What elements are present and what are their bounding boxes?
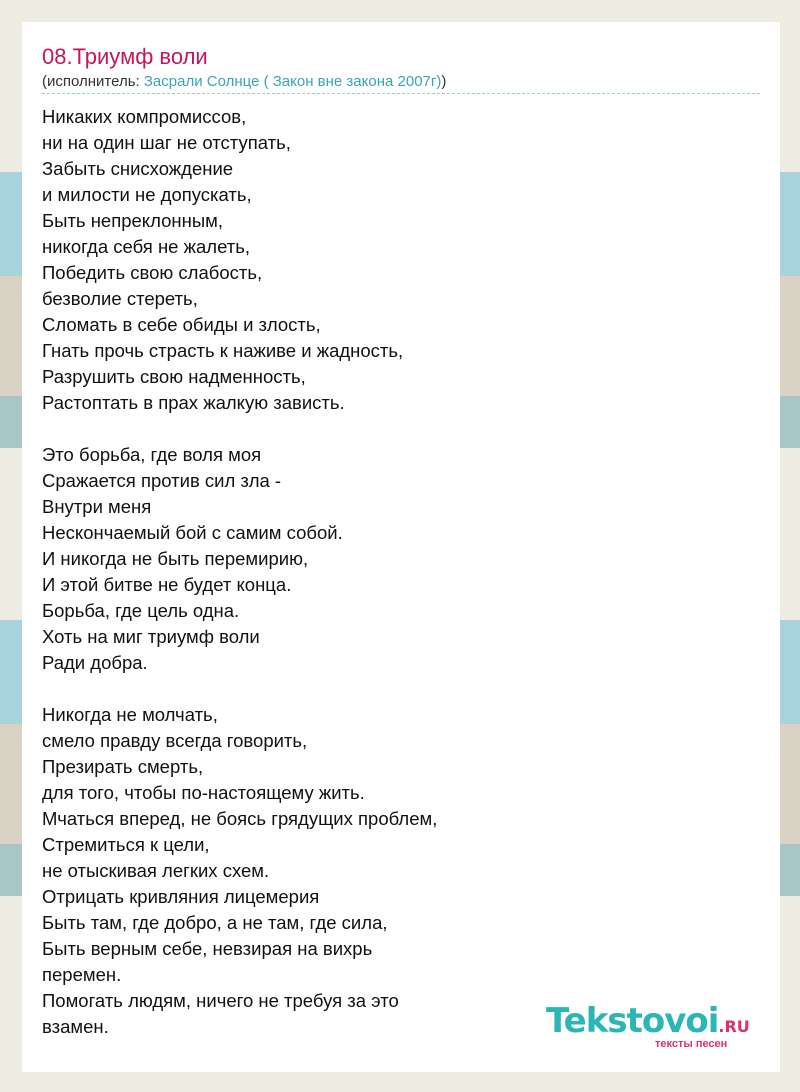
lyrics-text — [42, 104, 437, 1040]
stanza-break — [42, 676, 437, 702]
lyric-line: Внутри меня — [42, 496, 152, 517]
song-title: 08.Триумф воли — [42, 44, 208, 69]
logo-tld: .RU — [718, 1017, 750, 1036]
lyric-line: Отрицать кривляния лицемерия — [42, 886, 320, 907]
lyric-line: Никаких компромиссов, — [42, 106, 247, 127]
artist-line — [42, 73, 760, 94]
lyric-line: Помогать людям, ничего не требуя за это — [42, 990, 399, 1011]
lyric-line: И никогда не быть перемирию, — [42, 548, 309, 569]
lyric-line: Разрушить свою надменность, — [42, 366, 306, 387]
lyric-line: Сражается против сил зла - — [42, 470, 282, 491]
site-tagline: тексты песен — [655, 1038, 728, 1050]
lyric-line: Забыть снисхождение — [42, 158, 234, 179]
logo-name: Tekstovoi — [546, 1001, 719, 1041]
artist-suffix: ) — [441, 73, 447, 90]
lyric-line: смело правду всегда говорить, — [42, 730, 308, 751]
lyric-line: И этой битве не будет конца. — [42, 574, 292, 595]
artist-link[interactable]: Засрали Солнце ( Закон вне закона 2007г) — [143, 73, 442, 90]
lyric-line: Борьба, где цель одна. — [42, 600, 240, 621]
lyric-line: никогда себя не жалеть, — [42, 236, 250, 257]
site-logo[interactable] — [546, 1001, 750, 1041]
lyric-line: Ради добра. — [42, 652, 148, 673]
lyric-line: Стремиться к цели, — [42, 834, 210, 855]
lyric-line: Гнать прочь страсть к наживе и жадность, — [42, 340, 404, 361]
lyric-line: Мчаться вперед, не боясь грядущих проблем, — [42, 808, 438, 829]
lyric-line: не отыскивая легких схем. — [42, 860, 270, 881]
lyric-line: Быть верным себе, невзирая на вихрь — [42, 938, 373, 959]
lyric-line: безволие стереть, — [42, 288, 198, 309]
lyric-line: Нескончаемый бой с самим собой. — [42, 522, 343, 543]
lyric-line: Быть непреклонным, — [42, 210, 223, 231]
lyric-line: Сломать в себе обиды и злость, — [42, 314, 321, 335]
lyric-line: перемен. — [42, 964, 122, 985]
lyric-line: взамен. — [42, 1016, 109, 1037]
lyric-line: Быть там, где добро, а не там, где сила, — [42, 912, 388, 933]
lyric-line: для того, чтобы по-настоящему жить. — [42, 782, 365, 803]
artist-prefix: (исполнитель: — [42, 73, 144, 90]
lyric-line: ни на один шаг не отступать, — [42, 132, 291, 153]
lyric-line: и милости не допускать, — [42, 184, 252, 205]
lyric-line: Это борьба, где воля моя — [42, 444, 262, 465]
lyric-line: Никогда не молчать, — [42, 704, 218, 725]
lyric-line: Растоптать в прах жалкую зависть. — [42, 392, 345, 413]
lyrics-card — [22, 22, 780, 1072]
lyric-line: Победить свою слабость, — [42, 262, 263, 283]
stanza-break — [42, 416, 437, 442]
lyric-line: Презирать смерть, — [42, 756, 204, 777]
lyric-line: Хоть на миг триумф воли — [42, 626, 260, 647]
